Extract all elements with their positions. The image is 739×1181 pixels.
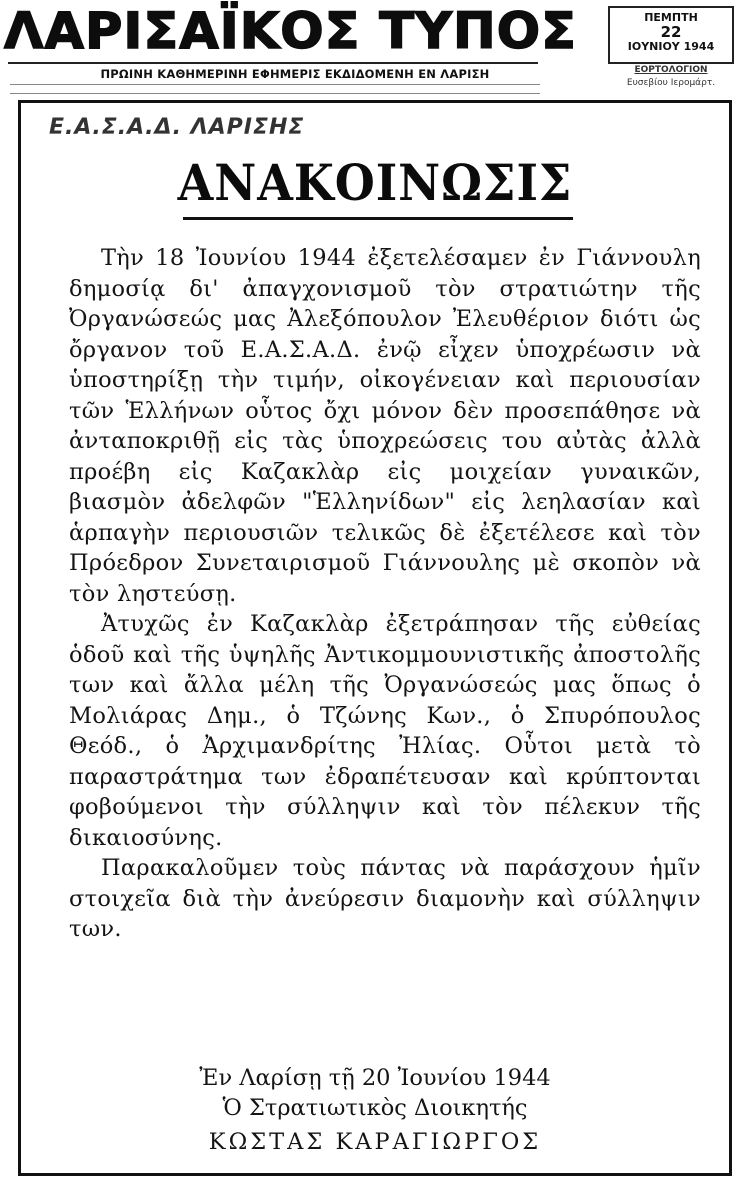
date-box (608, 6, 734, 64)
article-headline: ΑΝΑΚΟΙΝΩΣΙΣ (177, 153, 573, 212)
signoff-name: ΚΩΣΤΑΣ ΚΑΡΑΓΙΩΡΓΟΣ (208, 1129, 542, 1155)
date-month-year: ΙΟΥΝΙΟΥ 1944 (627, 40, 715, 53)
paragraph-2: Ἀτυχῶς ἐν Καζακλὰρ ἐξετράπησαν τῆς εὐθείας ὁδοῦ καὶ τῆς ὑψηλῆς Ἀντικομμουνιστικῆς ἀποστολῆς των καὶ ἄλλα μέλη τῆς Ὀργανώσεώς μας ὅπως ὁ Μολιάρας Δημ., ὁ Τζώνης Κων., ὁ Σπυρόπουλος Θεόδ., ὁ Ἀρχιμανδρίτης Ἠλίας. Οὗτοι μετὰ τὸ παραστράτημα των ἐδραπέτευσαν καὶ κρύπτονται φοβούμενοι τὴν σύλληψιν καὶ τὸν πέλεκυν τῆς δικαιοσύνης. (69, 611, 701, 851)
feast-box (608, 64, 734, 90)
headline-rule (183, 217, 573, 220)
newspaper-subtitle: ΠΡΩΙΝΗ ΚΑΘΗΜΕΡΙΝΗ ΕΦΗΜΕΡΙΣ ΕΚΔΙΔΟΜΕΝΗ ΕΝ ΛΑΡΙΣΗ (100, 67, 490, 81)
masthead (0, 0, 739, 100)
newspaper-title: ΛΑΡΙΣΑΪΚΟΣ ΤΥΠΟΣ (4, 2, 577, 60)
article-body (69, 243, 701, 945)
signoff (21, 1063, 729, 1157)
feast-name: Ευσεβίου Ιερομάρτ. (626, 78, 716, 88)
signoff-place-date: Ἐν Λαρίσῃ τῇ 20 Ἰουνίου 1944 (199, 1065, 551, 1091)
signoff-role: Ὁ Στρατιωτικὸς Διοικητής (222, 1095, 528, 1121)
masthead-rule (8, 62, 538, 64)
masthead-fine-print (10, 84, 540, 94)
announcement-article (18, 100, 732, 1176)
organization-heading: Ε.Α.Σ.Α.Δ. ΛΑΡΙΣΗΣ (49, 115, 305, 140)
date-day: ΠΕΜΠΤΗ (644, 11, 698, 24)
feast-label: ΕΟΡΤΟΛΟΓΙΟΝ (634, 65, 708, 75)
paragraph-1: Τὴν 18 Ἰουνίου 1944 ἐξετελέσαμεν ἐν Γιάννουλη δημοσίᾳ δι' ἀπαγχονισμοῦ τὸν στρατιώτην τῆς Ὀργανώσεώς μας Ἀλεξόπουλον Ἐλευθέριον διότι ὡς ὄργανον τοῦ Ε.Α.Σ.Α.Δ. ἐνῷ εἶχεν ὑποχρέωσιν νὰ ὑποστηρίξῃ τὴν τιμήν, οἰκογένειαν καὶ περιουσίαν τῶν Ἑλλήνων οὗτος ὄχι μόνον δὲν προσεπάθησε νὰ ἀνταποκριθῇ εἰς τὰς ὑποχρεώσεις του αὐτὰς ἀλλὰ προέβη εἰς Καζακλὰρ εἰς μοιχείαν γυναικῶν, βιασμὸν ἀδελφῶν "Ἑλληνίδων" εἰς λεηλασίαν καὶ ἁρπαγὴν περιουσιῶν τελικῶς δὲ ἐξετέλεσε καὶ τὸν Πρόεδρον Συνεταιρισμοῦ Γιάννουλης μὲ σκοπὸν νὰ τὸν ληστεύσῃ. (69, 245, 701, 607)
paragraph-3: Παρακαλοῦμεν τοὺς πάντας νὰ παράσχουν ἡμῖν στοιχεῖα διὰ τὴν ἀνεύρεσιν διαμονὴν καὶ σύλληψιν των. (69, 855, 701, 942)
date-number: 22 (660, 23, 682, 41)
